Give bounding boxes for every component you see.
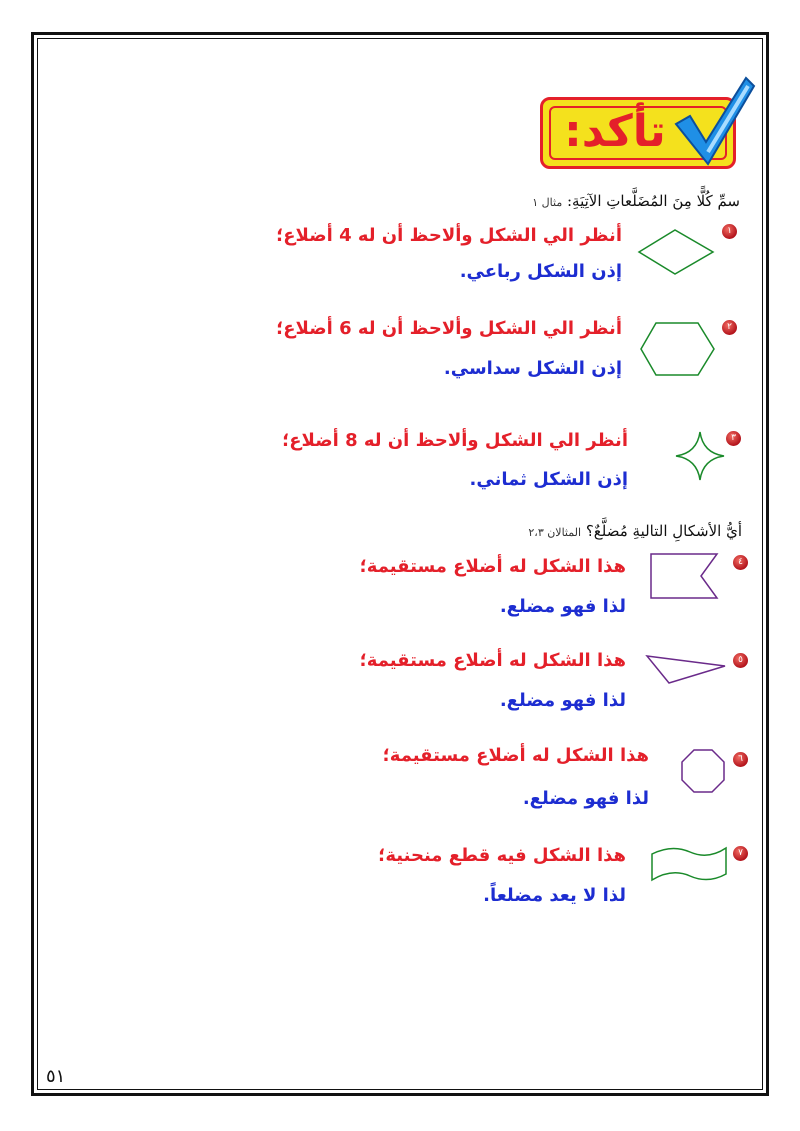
item-line1: هذا الشكل له أضلاع مستقيمة؛: [359, 650, 626, 671]
triangle-shape: [645, 652, 727, 686]
item-line1: هذا الشكل له أضلاع مستقيمة؛: [382, 745, 649, 766]
item-line2: لذا فهو مضلع.: [522, 788, 649, 809]
section1-heading-text: سمِّ كُلًّا مِنَ المُضَلَّعاتِ الآتِيَةِ:: [567, 192, 740, 210]
hexagon-shape: [638, 320, 718, 378]
item-number: ٦: [733, 752, 748, 767]
item-line2: لذا لا يعد مضلعاً.: [483, 885, 626, 906]
item-number: ٤: [733, 555, 748, 570]
item-number: ٢: [722, 320, 737, 335]
item-line2: لذا فهو مضلع.: [499, 690, 626, 711]
item-line1: أنظر الي الشكل وألاحظ أن له 6 أضلاع؛: [276, 318, 622, 339]
item-line2: لذا فهو مضلع.: [499, 596, 626, 617]
item-number: ١: [722, 224, 737, 239]
item-line1: أنظر الي الشكل وألاحظ أن له 8 أضلاع؛: [282, 430, 628, 451]
item-line2: إذن الشكل رباعي.: [459, 261, 622, 282]
octagon-shape: [680, 748, 726, 794]
item-number: ٧: [733, 846, 748, 861]
header-title: تأكد:: [564, 106, 666, 157]
section2-heading: [528, 522, 742, 540]
wavy-shape: [650, 842, 730, 884]
page-number: ٥١: [46, 1066, 66, 1087]
section2-ref: المثالان ٢،٣: [528, 526, 582, 539]
item-line2: إذن الشكل ثماني.: [469, 469, 628, 490]
checkmark-icon: [668, 72, 758, 167]
star-shape: [674, 430, 726, 482]
section1-heading: [532, 192, 740, 210]
item-line2: إذن الشكل سداسي.: [443, 358, 622, 379]
item-line1: هذا الشكل فيه قطع منحنية؛: [378, 845, 626, 866]
section2-heading-text: أيُّ الأشكالِ التاليةِ مُضلَّعٌ؟: [585, 522, 742, 540]
flag-shape: [649, 550, 719, 602]
item-line1: أنظر الي الشكل وألاحظ أن له 4 أضلاع؛: [276, 225, 622, 246]
item-line1: هذا الشكل له أضلاع مستقيمة؛: [359, 556, 626, 577]
diamond-shape: [637, 226, 717, 278]
item-number: ٣: [726, 431, 741, 446]
item-number: ٥: [733, 653, 748, 668]
section1-ref: مثال ١: [532, 196, 563, 209]
